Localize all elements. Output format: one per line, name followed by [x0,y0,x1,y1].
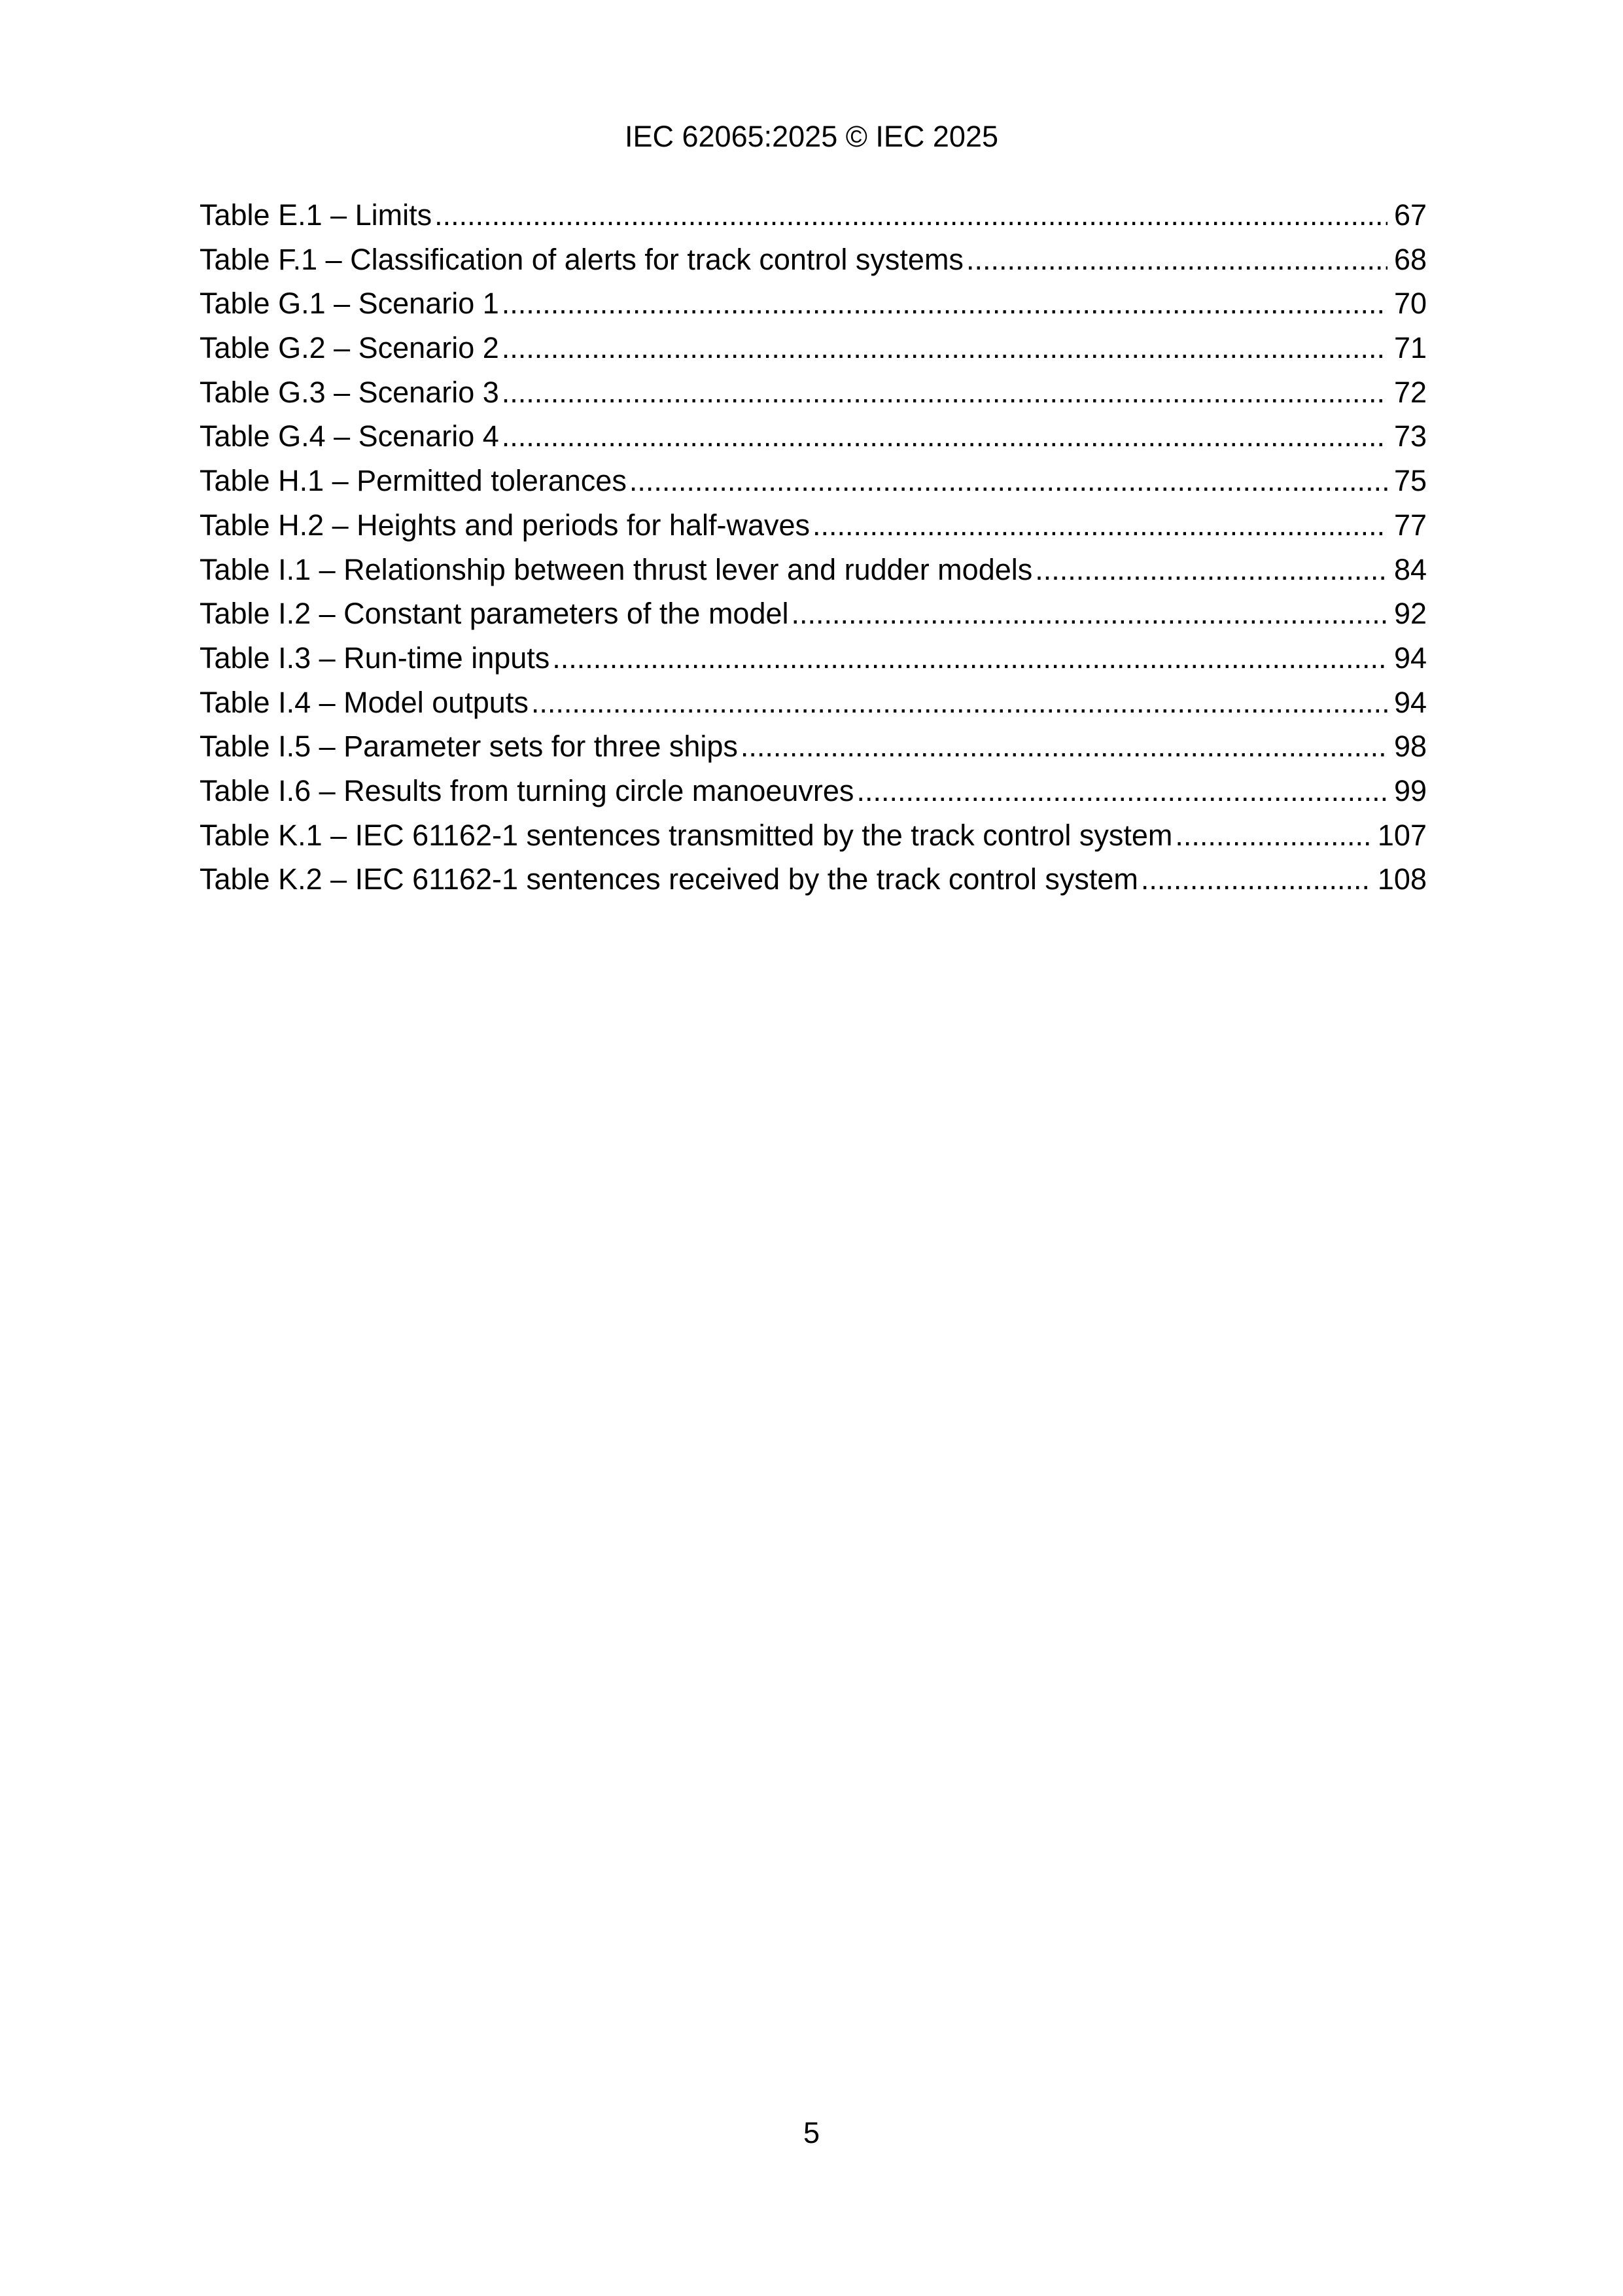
toc-entry-page-number: 73 [1393,419,1427,453]
dot-leader [792,592,1387,636]
footer-page-number: 5 [803,2116,820,2149]
toc-entry[interactable] [200,769,1427,813]
toc-entry-page-number: 94 [1393,641,1427,675]
toc-entry-page-number: 72 [1393,375,1427,409]
toc-entry[interactable] [200,281,1427,326]
toc-entry-label: Table H.1 – Permitted tolerances [200,464,627,498]
page-footer [0,2111,1623,2155]
header-title: IEC 62065:2025 © IEC 2025 [624,120,999,153]
toc-entry-label: Table F.1 – Classification of alerts for track control systems [200,242,964,276]
toc-entry-page-number: 92 [1393,597,1427,631]
toc-entry[interactable] [200,636,1427,680]
dot-leader [1175,813,1371,858]
toc-entry-page-number: 77 [1393,508,1427,542]
toc-entry[interactable] [200,548,1427,592]
dot-leader [812,503,1387,548]
dot-leader [1035,548,1387,592]
dot-leader [629,459,1387,503]
toc-entry-page-number: 71 [1393,331,1427,365]
toc-entry-page-number: 98 [1393,730,1427,764]
toc-entry[interactable] [200,724,1427,769]
toc-entry-page-number: 75 [1393,464,1427,498]
dot-leader [531,680,1387,725]
toc-entry[interactable] [200,592,1427,636]
toc-entry-page-number: 84 [1393,552,1427,586]
toc-entry-label: Table I.5 – Parameter sets for three ships [200,730,738,764]
dot-leader [502,326,1387,370]
toc-entry[interactable] [200,813,1427,858]
toc-entry-page-number: 70 [1393,287,1427,321]
toc-entry[interactable] [200,238,1427,282]
dot-leader [856,769,1387,813]
toc-entry[interactable] [200,193,1427,238]
toc-entry-label: Table G.2 – Scenario 2 [200,331,499,365]
dot-leader [502,414,1387,459]
dot-leader [741,724,1387,769]
toc-entry[interactable] [200,370,1427,415]
dot-leader [502,370,1387,415]
toc-entry[interactable] [200,503,1427,548]
toc-entry-label: Table K.1 – IEC 61162-1 sentences transmitted by the track control system [200,818,1173,852]
dot-leader [434,193,1387,238]
toc-entry[interactable] [200,414,1427,459]
toc-entry-label: Table E.1 – Limits [200,198,432,232]
toc-entry-label: Table K.2 – IEC 61162-1 sentences received by the track control system [200,862,1138,896]
toc-entry-label: Table G.3 – Scenario 3 [200,375,499,409]
toc-entry[interactable] [200,857,1427,902]
toc-entry-page-number: 94 [1393,685,1427,719]
toc-entry-page-number: 108 [1377,862,1427,896]
table-of-contents-list [200,193,1427,902]
toc-entry-label: Table G.1 – Scenario 1 [200,287,499,321]
toc-entry-label: Table I.3 – Run-time inputs [200,641,550,675]
dot-leader [502,281,1387,326]
toc-entry-page-number: 107 [1377,818,1427,852]
toc-entry-label: Table I.1 – Relationship between thrust lever and rudder models [200,552,1033,586]
toc-entry-page-number: 99 [1393,773,1427,807]
toc-entry-label: Table I.2 – Constant parameters of the model [200,597,789,631]
toc-entry-label: Table I.4 – Model outputs [200,685,529,719]
toc-entry-label: Table I.6 – Results from turning circle manoeuvres [200,773,854,807]
toc-entry[interactable] [200,459,1427,503]
toc-entry-label: Table G.4 – Scenario 4 [200,419,499,453]
dot-leader [552,636,1387,680]
toc-entry-page-number: 67 [1393,198,1427,232]
toc-entry-label: Table H.2 – Heights and periods for half-waves [200,508,811,542]
toc-entry-page-number: 68 [1393,242,1427,276]
toc-entry[interactable] [200,680,1427,725]
toc-entry[interactable] [200,326,1427,370]
dot-leader [966,238,1387,282]
dot-leader [1141,857,1371,902]
page-header [0,115,1623,159]
